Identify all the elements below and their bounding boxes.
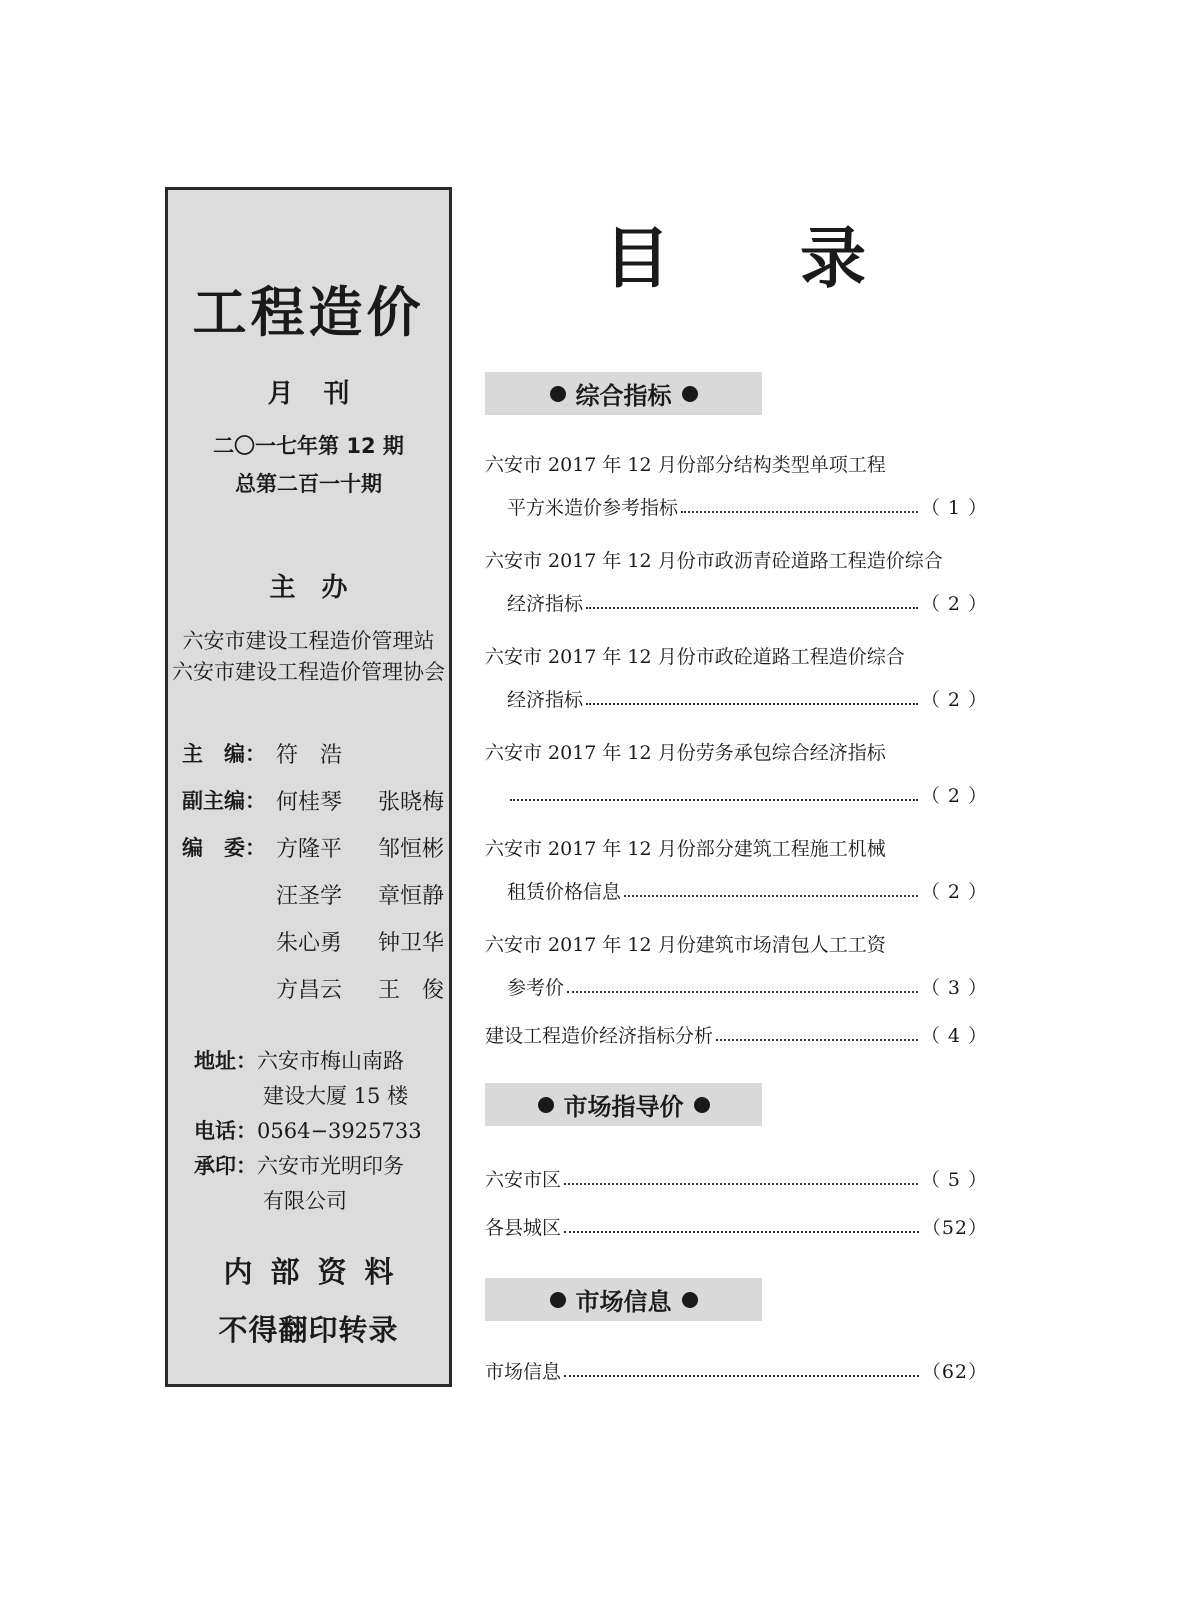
toc-entry-text: 经济指标: [507, 593, 584, 615]
bullet-icon: [550, 386, 566, 402]
staff-name: 章恒静: [377, 884, 444, 909]
staff-row: [182, 785, 444, 817]
staff-role: 主 编：: [182, 742, 266, 766]
dot-leader: [586, 607, 918, 609]
toc-entry-row[interactable]: [507, 782, 988, 808]
toc-page-number: （ 1 ）: [920, 497, 988, 519]
staff-name: 何桂琴: [276, 790, 343, 815]
dot-leader: [681, 511, 918, 513]
address-label: 地址：: [194, 1049, 257, 1073]
toc-entry-text: 参考价: [507, 977, 565, 999]
toc-entry-text[interactable]: 六安市 2017 年 12 月份部分结构类型单项工程: [485, 454, 886, 476]
address-line: 六安市梅山南路: [257, 1049, 404, 1073]
section-header-market-info: [485, 1278, 762, 1321]
bullet-icon: [682, 386, 698, 402]
toc-page-number: （ 2 ）: [920, 593, 988, 615]
phone-label: 电话：: [194, 1119, 257, 1143]
printer-line: 六安市光明印务: [257, 1154, 404, 1178]
host-label: 主办: [269, 573, 374, 603]
no-reprint-notice: 不得翻印转录: [218, 1313, 399, 1347]
masthead-panel: [165, 187, 452, 1387]
toc-entry-text: 市场信息: [485, 1361, 562, 1383]
staff-row: [182, 926, 444, 958]
staff-name: 王 俊: [377, 978, 444, 1003]
staff-name: 钟卫华: [377, 931, 444, 956]
toc-entry-row[interactable]: [507, 878, 988, 904]
toc-entry-row[interactable]: [507, 974, 988, 1000]
toc-entry-row[interactable]: [507, 686, 988, 712]
toc-entry-row[interactable]: [485, 1214, 988, 1240]
toc-page-number: （ 3 ）: [920, 977, 988, 999]
section-title: 市场信息: [575, 1288, 672, 1316]
toc-entry-row[interactable]: [485, 1358, 988, 1384]
dot-leader: [716, 1039, 918, 1041]
staff-name: 张晓梅: [377, 790, 444, 815]
dot-leader: [567, 991, 918, 993]
toc-entry-text[interactable]: 六安市 2017 年 12 月份建筑市场清包人工工资: [485, 934, 886, 956]
host-org: 六安市建设工程造价管理站: [182, 629, 435, 653]
toc-page-number: （ 2 ）: [920, 785, 988, 807]
issue-number: 二〇一七年第 12 期: [213, 434, 404, 458]
staff-row: [182, 973, 444, 1005]
toc-entry-row[interactable]: [485, 1166, 988, 1192]
phone-number: 0564−3925733: [257, 1119, 422, 1143]
staff-name: 方隆平: [276, 837, 343, 862]
internal-notice: 内部资料: [223, 1255, 412, 1289]
dot-leader: [564, 1231, 919, 1233]
printer-line: 有限公司: [263, 1189, 347, 1213]
toc-page-number: （62）: [921, 1361, 988, 1383]
toc-entry-row[interactable]: [507, 590, 988, 616]
toc-heading-char: 目: [604, 220, 670, 297]
staff-name: 符 浩: [276, 743, 343, 768]
toc-page-number: （ 4 ）: [920, 1025, 988, 1047]
toc-entry-row[interactable]: [485, 1022, 988, 1048]
staff-role: 编 委：: [182, 836, 266, 860]
address-line: 建设大厦 15 楼: [263, 1084, 409, 1108]
toc-entry-text: 平方米造价参考指标: [507, 497, 679, 519]
section-header-comprehensive-indicators: [485, 372, 762, 415]
dot-leader: [586, 703, 918, 705]
toc-entry-text[interactable]: 六安市 2017 年 12 月份劳务承包综合经济指标: [485, 742, 886, 764]
section-title: 综合指标: [575, 382, 672, 410]
bullet-icon: [682, 1292, 698, 1308]
staff-name: 邹恒彬: [377, 837, 444, 862]
staff-row: [182, 879, 444, 911]
section-title: 市场指导价: [563, 1093, 684, 1121]
toc-entry-row[interactable]: [507, 494, 988, 520]
toc-page-number: （ 2 ）: [920, 881, 988, 903]
toc-entry-text[interactable]: 六安市 2017 年 12 月份部分建筑工程施工机械: [485, 838, 886, 860]
staff-name: 方昌云: [276, 978, 343, 1003]
toc-heading-char: 录: [800, 220, 866, 297]
section-header-market-guide-price: [485, 1083, 762, 1126]
toc-page-number: （ 2 ）: [920, 689, 988, 711]
dot-leader: [510, 799, 918, 801]
toc-entry-text: 六安市区: [485, 1169, 562, 1191]
toc-entry-text: 建设工程造价经济指标分析: [485, 1025, 714, 1047]
bullet-icon: [538, 1097, 554, 1113]
staff-row: [182, 832, 444, 864]
printer-label: 承印：: [194, 1154, 257, 1178]
toc-entry-text[interactable]: 六安市 2017 年 12 月份市政沥青砼道路工程造价综合: [485, 550, 943, 572]
publication-frequency: 月刊: [267, 379, 380, 409]
dot-leader: [624, 895, 918, 897]
dot-leader: [564, 1183, 918, 1185]
staff-role: 副主编：: [182, 789, 266, 813]
toc-entry-text: 各县城区: [485, 1217, 562, 1239]
toc-heading: [480, 205, 990, 300]
magazine-title: 工程造价: [192, 280, 425, 344]
dot-leader: [564, 1375, 919, 1377]
toc-entry-text: 经济指标: [507, 689, 584, 711]
toc-page-number: （ 5 ）: [920, 1169, 988, 1191]
host-org: 六安市建设工程造价管理协会: [172, 660, 445, 684]
bullet-icon: [694, 1097, 710, 1113]
staff-name: 朱心勇: [276, 931, 343, 956]
staff-name: 汪圣学: [276, 884, 343, 909]
toc-page-number: （52）: [921, 1217, 988, 1239]
bullet-icon: [550, 1292, 566, 1308]
staff-row: [182, 738, 444, 770]
total-issue-number: 总第二百一十期: [235, 472, 382, 496]
toc-entry-text[interactable]: 六安市 2017 年 12 月份市政砼道路工程造价综合: [485, 646, 905, 668]
toc-entry-text: 租赁价格信息: [507, 881, 622, 903]
